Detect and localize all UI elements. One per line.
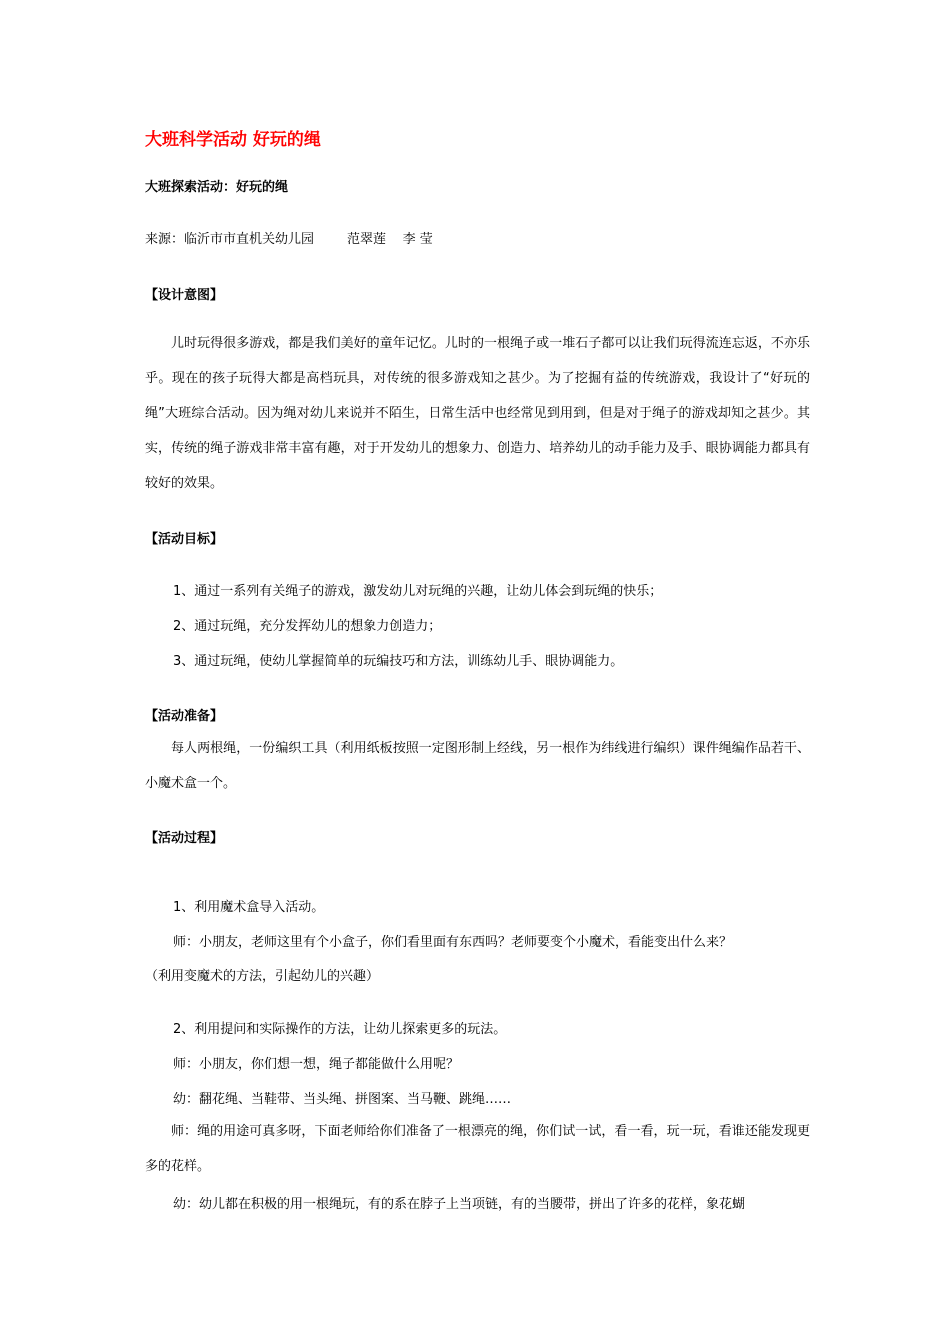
heading-prep: 【活动准备】 xyxy=(145,709,224,724)
goal-item-2: 2、通过玩绳，充分发挥幼儿的想象力创造力； xyxy=(173,619,442,634)
document-subtitle: 大班探索活动：好玩的绳 xyxy=(145,180,289,195)
heading-process: 【活动过程】 xyxy=(145,831,224,846)
process-step-1: 1、利用魔术盒导入活动。 xyxy=(173,900,325,915)
process-step-2-teacher-2: 师：绳的用途可真多呀，下面老师给你们准备了一根漂亮的绳，你们试一试，看一看，玩一玩，看谁还能发现更多的花样。 xyxy=(145,1124,810,1174)
goal-item-3: 3、通过玩绳，使幼儿掌握简单的玩编技巧和方法，训练幼儿手、眼协调能力。 xyxy=(173,654,624,669)
goal-item-1: 1、通过一系列有关绳子的游戏，激发幼儿对玩绳的兴趣，让幼儿体会到玩绳的快乐； xyxy=(173,584,663,599)
prep-paragraph: 每人两根绳，一份编织工具（利用纸板按照一定图形制上经线，另一根作为纬线进行编织）课件绳编作品若干、小魔术盒一个。 xyxy=(145,741,810,791)
process-step-1-note: （利用变魔术的方法，引起幼儿的兴趣） xyxy=(145,969,380,984)
heading-design: 【设计意图】 xyxy=(145,288,224,303)
process-step-2-child-2: 幼：幼儿都在积极的用一根绳玩，有的系在脖子上当项链，有的当腰带，拼出了许多的花样，象花蝴 xyxy=(173,1197,746,1212)
process-step-2-child-1: 幼：翻花绳、当鞋带、当头绳、拼图案、当马鞭、跳绳…… xyxy=(173,1092,512,1107)
source-line: 来源：临沂市市直机关幼儿园 范翠莲 李 莹 xyxy=(145,232,433,247)
process-step-2-teacher-1: 师：小朋友，你们想一想，绳子都能做什么用呢？ xyxy=(173,1057,460,1072)
heading-goals: 【活动目标】 xyxy=(145,532,224,547)
process-step-1-teacher: 师：小朋友，老师这里有个小盒子，你们看里面有东西吗？老师要变个小魔术，看能变出什么来？ xyxy=(173,935,733,950)
process-step-2: 2、利用提问和实际操作的方法，让幼儿探索更多的玩法。 xyxy=(173,1022,507,1037)
design-paragraph: 儿时玩得很多游戏，都是我们美好的童年记忆。儿时的一根绳子或一堆石子都可以让我们玩得流连忘返，不亦乐乎。现在的孩子玩得大都是高档玩具，对传统的很多游戏知之甚少。为了挖掘有益的传统游戏，我设计了“好玩的绳”大班综合活动。因为绳对幼儿来说并不陌生，日常生活中也经常见到用到，但是对于绳子的游戏却知之甚少。其实，传统的绳子游戏非常丰富有趣，对于开发幼儿的想象力、创造力、培养幼儿的动手能力及手、眼协调能力都具有较好的效果。 xyxy=(145,336,810,491)
document-title: 大班科学活动 好玩的绳 xyxy=(145,130,321,150)
